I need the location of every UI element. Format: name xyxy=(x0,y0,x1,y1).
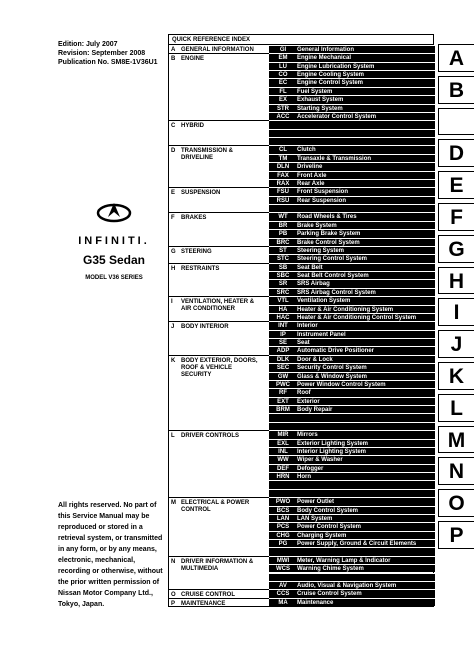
index-row[interactable] xyxy=(269,87,435,95)
index-row[interactable] xyxy=(269,263,435,271)
section-n xyxy=(169,556,269,589)
index-code: SB xyxy=(278,264,288,271)
index-row-empty xyxy=(269,480,435,488)
index-row-empty xyxy=(269,129,435,137)
index-code: PWO xyxy=(275,499,291,506)
index-row[interactable] xyxy=(269,53,435,61)
index-code: SR xyxy=(278,281,288,288)
section-letter: O xyxy=(171,592,176,599)
model-series: MODEL V36 SERIES xyxy=(85,275,143,281)
index-row[interactable] xyxy=(269,288,435,296)
index-row[interactable] xyxy=(269,346,435,354)
index-title-text: Horn xyxy=(297,474,311,481)
index-row[interactable] xyxy=(269,229,435,237)
index-code: GW xyxy=(277,373,289,380)
index-title-text: Parking Brake System xyxy=(297,231,361,238)
publication-line: Publication No. SM8E-1V36U1 xyxy=(58,59,158,66)
index-title-text: Security Control System xyxy=(297,365,367,372)
tab-d[interactable]: D xyxy=(438,139,474,167)
index-row-empty xyxy=(269,489,435,497)
section-letter: A xyxy=(171,47,176,53)
section-i xyxy=(169,296,269,321)
index-code: FAX xyxy=(277,172,289,179)
index-code: EM xyxy=(278,55,288,62)
section-m xyxy=(169,497,269,556)
revision-line: Revision: September 2008 xyxy=(58,50,146,57)
index-code: BR xyxy=(278,222,288,229)
section-name: VENTILATION, HEATER & AIR CONDITIONER xyxy=(181,299,255,313)
index-row[interactable] xyxy=(269,355,435,363)
section-p xyxy=(169,598,269,606)
index-code: DEF xyxy=(277,465,289,472)
tab-g[interactable]: G xyxy=(438,235,474,263)
section-letter: F xyxy=(171,215,175,222)
index-row[interactable] xyxy=(269,330,435,338)
index-row[interactable] xyxy=(269,514,435,522)
section-k xyxy=(169,355,269,430)
section-letter: K xyxy=(171,357,176,364)
index-title: QUICK REFERENCE INDEX xyxy=(168,34,434,44)
section-letter: P xyxy=(171,600,176,607)
index-title-text: Brake System xyxy=(297,222,337,229)
index-title-text: Road Wheels & Tires xyxy=(297,214,357,221)
index-row[interactable] xyxy=(269,196,435,204)
index-row[interactable] xyxy=(269,62,435,70)
index-title-text: Interior Lighting System xyxy=(297,448,367,455)
section-f xyxy=(169,212,269,245)
index-title-text: SRS Airbag xyxy=(297,281,330,288)
index-code: VTL xyxy=(277,298,289,305)
tab-e[interactable]: E xyxy=(438,171,474,199)
index-row[interactable] xyxy=(269,246,435,254)
edition-line: Edition: July 2007 xyxy=(58,41,118,48)
index-title-text: Engine Lubrication System xyxy=(297,63,375,70)
index-row[interactable] xyxy=(269,338,435,346)
index-title-text: Engine Control System xyxy=(297,80,364,87)
section-letter: I xyxy=(171,299,173,306)
section-name: CRUISE CONTROL xyxy=(181,592,235,599)
index-title-text: Seat Belt xyxy=(297,264,323,271)
index-title-text: SRS Airbag Control System xyxy=(297,289,376,296)
index-title-text: Starting System xyxy=(297,105,343,112)
index-row[interactable] xyxy=(269,145,435,153)
index-code: LU xyxy=(279,63,287,70)
index-code: RSU xyxy=(276,197,290,204)
index-code: STC xyxy=(277,256,289,263)
index-title-text: Audio, Visual & Navigation System xyxy=(297,582,397,589)
tab-m[interactable]: M xyxy=(438,426,474,454)
section-d xyxy=(169,145,269,187)
index-code: EC xyxy=(278,80,288,87)
index-title-text: Body Repair xyxy=(297,407,333,414)
index-code: MWI xyxy=(276,557,290,564)
index-code: PWC xyxy=(276,381,290,388)
index-row-empty xyxy=(269,547,435,555)
section-letter: G xyxy=(171,248,176,255)
index-row[interactable] xyxy=(269,556,435,564)
index-row[interactable] xyxy=(269,363,435,371)
index-row[interactable] xyxy=(269,296,435,304)
index-row-empty xyxy=(269,422,435,430)
index-code: AV xyxy=(279,582,287,589)
section-letter: N xyxy=(171,558,176,565)
model-name: G35 Sedan xyxy=(82,253,146,267)
index-code: DLK xyxy=(276,356,290,363)
index-title-text: Heater & Air Conditioning Control System xyxy=(297,314,417,321)
section-o xyxy=(169,589,269,597)
index-title-text: Defogger xyxy=(297,465,324,472)
index-row[interactable] xyxy=(269,187,435,195)
section-letter: E xyxy=(171,190,176,197)
index-title-text: Exterior Lighting System xyxy=(297,440,369,447)
index-title-text: Engine Mechanical xyxy=(297,55,352,62)
index-row[interactable] xyxy=(269,405,435,413)
index-title-text: Body Control System xyxy=(297,507,359,514)
tab-a[interactable]: A xyxy=(438,44,474,72)
index-code: ST xyxy=(279,247,287,254)
index-code: HAC xyxy=(276,314,290,321)
index-title-text: Power Control System xyxy=(297,524,362,531)
index-row[interactable] xyxy=(269,564,435,572)
brand-name: INFINITI. xyxy=(78,235,150,247)
index-code: RF xyxy=(279,390,287,397)
index-code: WT xyxy=(278,214,288,221)
index-code: SBC xyxy=(276,273,290,280)
index-code: PG xyxy=(278,541,288,547)
section-letter: J xyxy=(171,324,175,331)
index-title-text: Wiper & Washer xyxy=(297,457,343,464)
brand-block xyxy=(62,200,166,281)
index-code: BCS xyxy=(276,507,290,514)
section-letter: M xyxy=(171,500,176,507)
index-row[interactable] xyxy=(269,589,435,597)
index-row-empty xyxy=(269,120,435,128)
section-g xyxy=(169,246,269,263)
section-name: HYBRID xyxy=(181,123,205,130)
index-title-text: Interior xyxy=(297,323,318,330)
section-c xyxy=(169,120,269,145)
index-code: BRM xyxy=(276,407,290,414)
index-code: INT xyxy=(278,323,288,330)
index-row[interactable] xyxy=(269,321,435,329)
index-row-empty xyxy=(269,204,435,212)
section-name: DRIVER CONTROLS xyxy=(181,433,240,440)
index-code: SRC xyxy=(276,289,290,296)
index-row[interactable] xyxy=(269,78,435,86)
section-name: RESTRAINTS xyxy=(181,265,220,272)
index-code: FSU xyxy=(277,189,289,196)
index-title-text: Power Window Control System xyxy=(297,381,386,388)
index-code: GI xyxy=(279,47,287,53)
rights-notice: All rights reserved. No part of this Service Manual may be reproduced or stored in a retrieval system, or transmitted in any form, or by any means, electronic, mechanical, recording or otherwise, without the prior written permission of Nissan Motor Company Ltd., Tokyo, Japan. xyxy=(58,502,163,608)
index-title-text: Exterior xyxy=(297,398,320,405)
index-row[interactable] xyxy=(269,372,435,380)
index-row[interactable] xyxy=(269,154,435,162)
index-row[interactable] xyxy=(269,112,435,120)
index-title-text: Charging System xyxy=(297,532,347,539)
tab-f[interactable]: F xyxy=(438,203,474,231)
index-row[interactable] xyxy=(269,539,435,547)
index-code: IP xyxy=(280,331,286,338)
index-title-text: Steering Control System xyxy=(297,256,368,263)
section-name: MAINTENANCE xyxy=(181,600,226,607)
index-title-text: Mirrors xyxy=(297,432,318,439)
index-row[interactable] xyxy=(269,254,435,262)
index-code: BRC xyxy=(276,239,290,246)
index-row-empty xyxy=(269,573,435,581)
index-row[interactable] xyxy=(269,397,435,405)
index-title-text: LAN System xyxy=(297,515,333,522)
index-row[interactable] xyxy=(269,506,435,514)
index-row[interactable] xyxy=(269,464,435,472)
tab-h[interactable]: H xyxy=(438,267,474,295)
index-row[interactable] xyxy=(269,95,435,103)
index-title-text: Cruise Control System xyxy=(297,591,362,598)
index-title-text: Driveline xyxy=(297,164,323,171)
index-row[interactable] xyxy=(269,238,435,246)
index-code: EXT xyxy=(277,398,289,405)
index-code: PCS xyxy=(276,524,290,531)
index-row[interactable] xyxy=(269,271,435,279)
section-a xyxy=(169,45,269,53)
index-row[interactable] xyxy=(269,380,435,388)
index-code: SE xyxy=(278,340,287,347)
index-code: LAN xyxy=(276,515,290,522)
index-title-text: Glass & Window System xyxy=(297,373,367,380)
index-row[interactable] xyxy=(269,455,435,463)
index-row-empty xyxy=(269,413,435,421)
tab-b[interactable]: B xyxy=(438,76,474,104)
index-title-text: Front Suspension xyxy=(297,189,348,196)
infiniti-logo-icon xyxy=(96,200,132,224)
index-title-text: Ventilation System xyxy=(297,298,351,305)
index-code: WW xyxy=(277,457,289,464)
section-letter: L xyxy=(171,433,175,440)
index-title-text: Exhaust System xyxy=(297,97,344,104)
section-name: STEERING xyxy=(181,248,212,255)
index-row[interactable] xyxy=(269,104,435,112)
section-name: ELECTRICAL & POWER CONTROL xyxy=(181,500,250,514)
index-title-text: Seat xyxy=(297,340,310,347)
index-row[interactable] xyxy=(269,522,435,530)
index-title-text: Steering System xyxy=(297,247,345,254)
index-title-text: Maintenance xyxy=(297,599,334,606)
index-title-text: Power Supply, Ground & Circuit Elements xyxy=(297,541,417,547)
index-title-text: Power Outlet xyxy=(297,499,335,506)
section-name: SUSPENSION xyxy=(181,190,221,197)
index-title-text: Engine Cooling System xyxy=(297,72,365,79)
section-letter: H xyxy=(171,265,176,272)
index-row[interactable] xyxy=(269,581,435,589)
tab-k[interactable]: K xyxy=(438,362,474,390)
index-title-text: Rear Suspension xyxy=(297,197,347,204)
index-code: MA xyxy=(278,599,288,606)
tab-i[interactable]: I xyxy=(438,298,474,326)
tab-l[interactable]: L xyxy=(438,394,474,422)
section-name: BODY INTERIOR xyxy=(181,324,229,331)
index-code: WCS xyxy=(276,566,290,573)
index-title-text: Meter, Warning Lamp & Indicator xyxy=(297,557,391,564)
index-title-text: Transaxle & Transmission xyxy=(297,155,372,162)
index-title-text: Fuel System xyxy=(297,88,333,95)
index-code: HA xyxy=(278,306,288,313)
index-title-text: Heater & Air Conditioning System xyxy=(297,306,394,313)
index-row[interactable] xyxy=(269,279,435,287)
index-row[interactable] xyxy=(269,70,435,78)
index-title-text: Seat Belt Control System xyxy=(297,273,369,280)
section-name: ENGINE xyxy=(181,56,205,63)
index-code: EX xyxy=(278,97,287,104)
index-code: CO xyxy=(278,72,288,79)
index-code: CHG xyxy=(276,532,290,539)
index-title-text: General Information xyxy=(297,47,355,53)
index-row[interactable] xyxy=(269,598,435,606)
section-name: BRAKES xyxy=(181,215,207,222)
index-row[interactable] xyxy=(269,305,435,313)
index-row[interactable] xyxy=(269,179,435,187)
index-title-text: Warning Chime System xyxy=(297,566,364,573)
section-letter: B xyxy=(171,56,176,63)
index-title-text: Roof xyxy=(297,390,311,397)
index-title-text: Door & Lock xyxy=(297,356,333,363)
section-letter: D xyxy=(171,148,176,155)
index-title-text: Clutch xyxy=(297,147,316,154)
index-row[interactable] xyxy=(269,212,435,220)
section-name: TRANSMISSION & DRIVELINE xyxy=(181,148,234,162)
section-name: GENERAL INFORMATION xyxy=(181,47,254,53)
index-title-text: Accelerator Control System xyxy=(297,113,377,120)
index-row[interactable] xyxy=(269,472,435,480)
index-title-text: Automatic Drive Positioner xyxy=(297,348,375,355)
index-row[interactable] xyxy=(269,45,435,53)
index-row[interactable] xyxy=(269,497,435,505)
index-code: EXL xyxy=(277,440,289,447)
tab-p[interactable]: P xyxy=(438,521,474,549)
index-row[interactable] xyxy=(269,439,435,447)
index-code: CL xyxy=(279,147,287,154)
index-row[interactable] xyxy=(269,447,435,455)
index-title-text: Instrument Panel xyxy=(297,331,346,338)
section-name: DRIVER INFORMATION & MULTIMEDIA xyxy=(181,558,254,572)
index-code: ACC xyxy=(276,113,290,120)
index-code: FL xyxy=(279,88,287,95)
section-h xyxy=(169,263,269,296)
section-b xyxy=(169,53,269,120)
tab-empty xyxy=(438,108,474,136)
section-l xyxy=(169,430,269,497)
index-title-text: Front Axle xyxy=(297,172,327,179)
edition-info xyxy=(58,40,168,67)
index-row[interactable] xyxy=(269,430,435,438)
index-code: CCS xyxy=(276,591,290,598)
index-row[interactable] xyxy=(269,171,435,179)
index-title-text: Rear Axle xyxy=(297,180,325,187)
tab-n[interactable]: N xyxy=(438,457,474,485)
index-code: RAX xyxy=(276,180,290,187)
tab-o[interactable]: O xyxy=(438,489,474,517)
section-e xyxy=(169,187,269,212)
index-row[interactable] xyxy=(269,313,435,321)
index-row[interactable] xyxy=(269,162,435,170)
index-code: ADP xyxy=(276,348,290,355)
index-code: TM xyxy=(278,155,288,162)
index-code: DLN xyxy=(276,164,290,171)
index-code: SEC xyxy=(276,365,290,372)
section-j xyxy=(169,321,269,354)
index-code: INL xyxy=(278,448,288,455)
index-title-text: Brake Control System xyxy=(297,239,360,246)
index-code: PB xyxy=(278,231,288,238)
index-row-empty xyxy=(269,137,435,145)
index-row[interactable] xyxy=(269,531,435,539)
section-letter: C xyxy=(171,123,176,130)
index-row[interactable] xyxy=(269,221,435,229)
index-row[interactable] xyxy=(269,388,435,396)
section-name: BODY EXTERIOR, DOORS, ROOF & VEHICLE SECURITY xyxy=(181,357,258,378)
index-code: MIR xyxy=(277,432,289,439)
index-code: HRN xyxy=(276,474,290,481)
index-code: STR xyxy=(277,105,289,112)
quick-reference-table xyxy=(168,44,434,607)
tab-j[interactable]: J xyxy=(438,330,474,358)
